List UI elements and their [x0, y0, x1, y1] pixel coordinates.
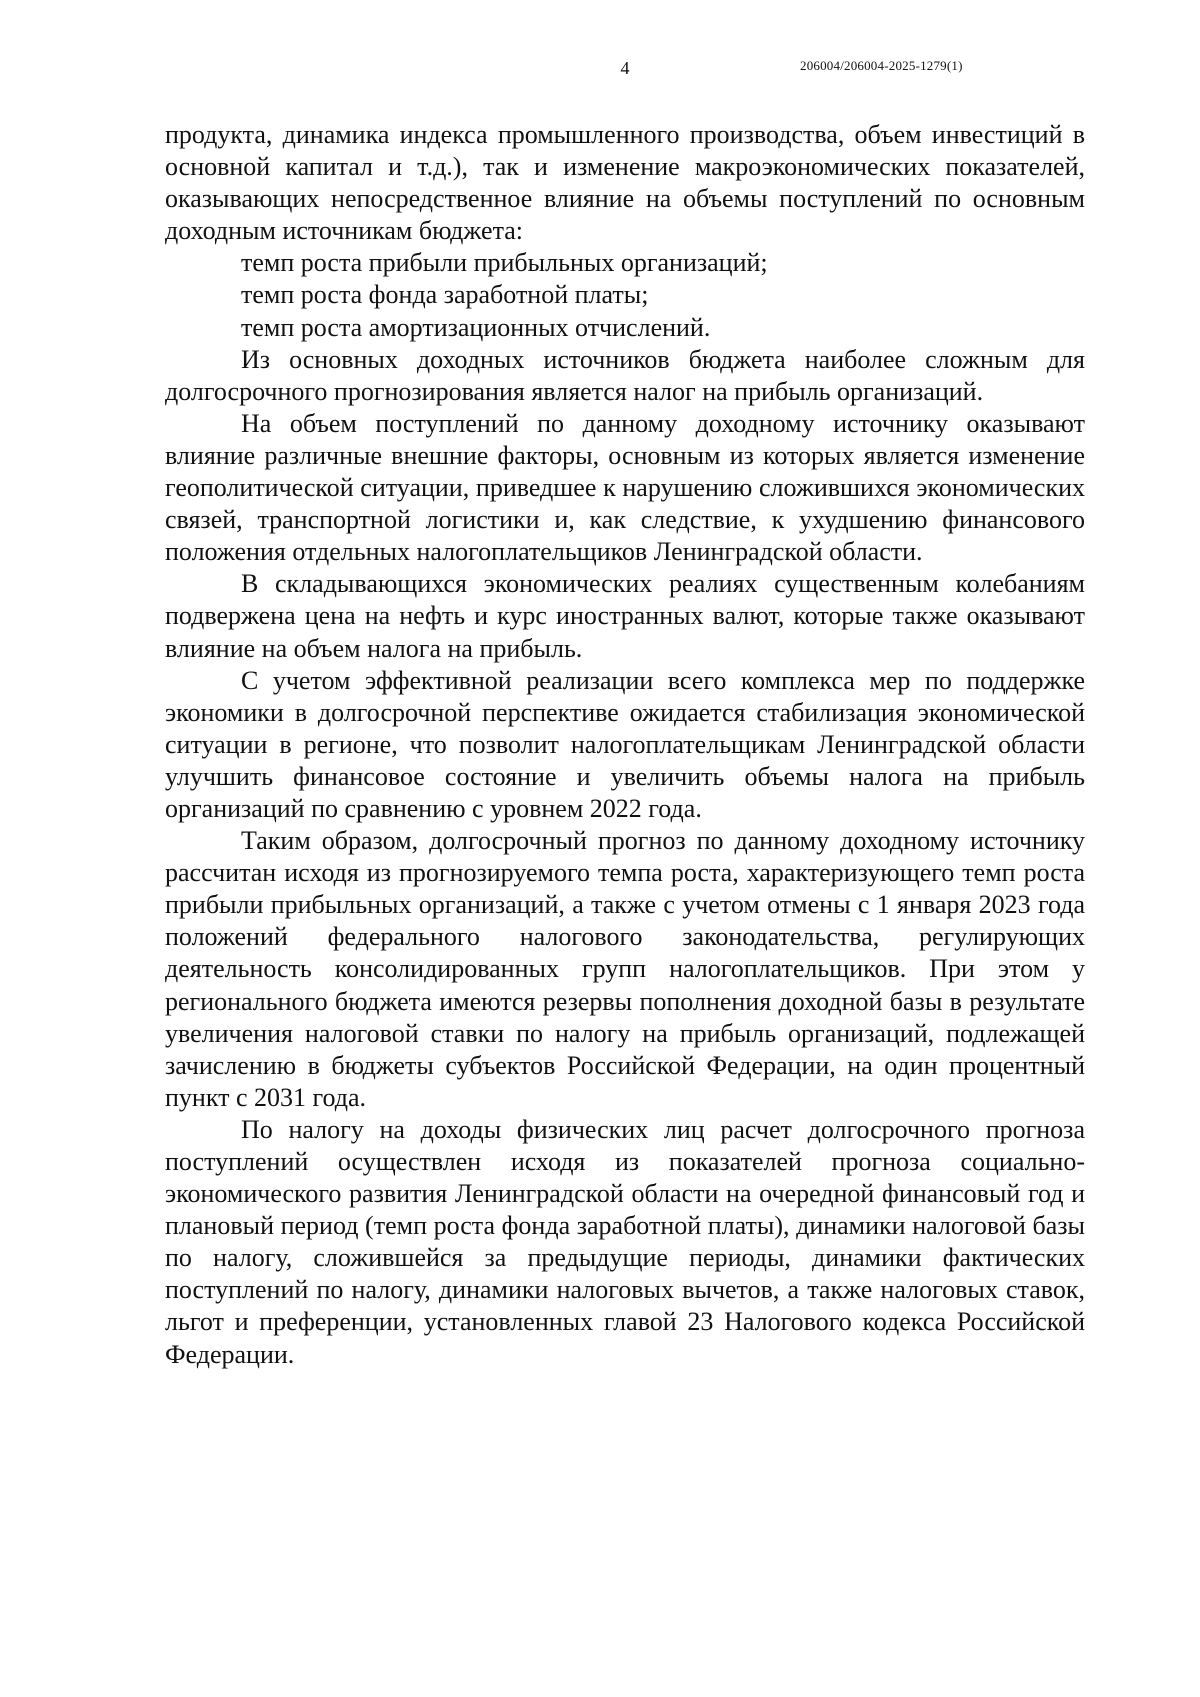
- paragraph-income-tax: По налогу на доходы физических лиц расчет долгосрочного прогноза поступлений осуществлен исходя из показателей прогноза социально-экономического развития Ленинградской области на очередной финансовый год и плановый период (темп роста фонда заработной платы), динамики налоговой базы по налогу, сложившейся за предыдущие периоды, динамики фактических поступлений по налогу, динамики налоговых вычетов, а также налоговых ставок, льгот и преференции, установленных главой 23 Налогового кодекса Российской Федерации.: [165, 1114, 1085, 1369]
- document-body: [165, 119, 1085, 1371]
- paragraph-continuation: продукта, динамика индекса промышленного производства, объем инвестиций в основной капитал и т.д.), так и изменение макроэкономических показателей, оказывающих непосредственное влияние на объемы поступлений по основным доходным источникам бюджета:: [165, 120, 1085, 246]
- page-number: 4: [620, 58, 630, 78]
- list-item-depreciation-growth: темп роста амортизационных отчислений.: [241, 312, 711, 342]
- list-item-payroll-growth: темп роста фонда заработной платы;: [241, 280, 649, 310]
- paragraph-stabilization: С учетом эффективной реализации всего комплекса мер по поддержке экономики в долгосрочной перспективе ожидается стабилизация экономической ситуации в регионе, что позволит налогоплательщикам Ленинградской области улучшить финансовое состояние и увеличить объемы налога на прибыль организаций по сравнению с уровнем 2022 года.: [165, 665, 1085, 823]
- paragraph-external-factors: На объем поступлений по данному доходному источнику оказывают влияние различные внешние факторы, основным из которых является изменение геополитической ситуации, приведшее к нарушению сложившихся экономических связей, транспортной логистики и, как следствие, к ухудшению финансового положения отдельных налогоплательщиков Ленинградской области.: [165, 408, 1085, 567]
- paragraph-profit-tax-difficulty: Из основных доходных источников бюджета наиболее сложным для долгосрочного прогнозирования является налог на прибыль организаций.: [165, 344, 1085, 406]
- paragraph-oil-currency: В складывающихся экономических реалиях существенным колебаниям подвержена цена на нефть и курс иностранных валют, которые также оказывают влияние на объем налога на прибыль.: [165, 569, 1085, 663]
- list-item-profit-growth: темп роста прибыли прибыльных организаций;: [241, 248, 768, 278]
- paragraph-long-term-forecast: Таким образом, долгосрочный прогноз по данному доходному источнику рассчитан исходя из прогнозируемого темпа роста, характеризующего темп роста прибыли прибыльных организаций, а также с учетом отмены с 1 января 2023 года положений федерального налогового законодательства, регулирующих деятельность консолидированных групп налогоплательщиков. При этом у регионального бюджета имеются резервы пополнения доходной базы в результате увеличения налоговой ставки по налогу на прибыль организаций, подлежащей зачислению в бюджеты субъектов Российской Федерации, на один процентный пункт с 2031 года.: [165, 826, 1085, 1112]
- document-id: 206004/206004-2025-1279(1): [800, 58, 963, 73]
